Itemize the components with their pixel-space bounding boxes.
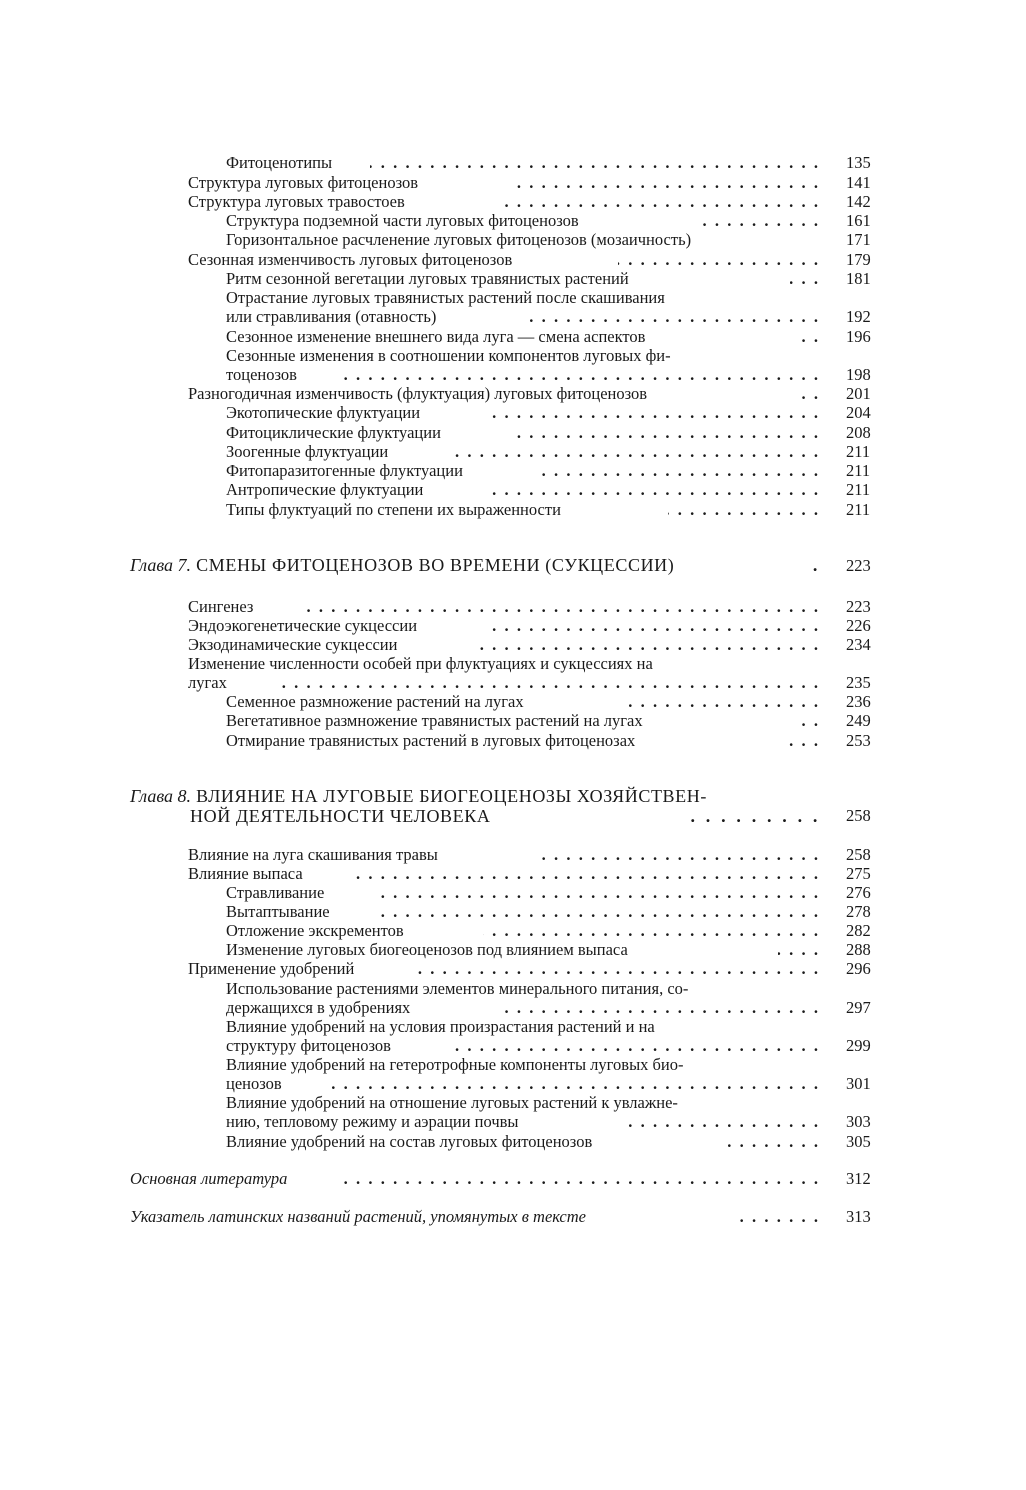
page-number: 249 <box>846 711 871 730</box>
dot-leader <box>498 998 818 1017</box>
toc-entry[interactable] <box>226 461 818 480</box>
page-number: 211 <box>846 442 871 461</box>
chapter-prefix: Глава 7. <box>130 555 192 575</box>
page-number: 313 <box>846 1207 871 1226</box>
page-number: 208 <box>846 423 871 442</box>
toc-entry[interactable] <box>226 1036 818 1055</box>
page-number: 196 <box>846 327 871 346</box>
toc-entry-title: Сингенез <box>188 597 254 616</box>
toc-entry[interactable] <box>188 616 818 635</box>
dot-leader <box>483 921 818 940</box>
dot-leader <box>373 883 818 902</box>
toc-entry[interactable] <box>226 423 818 442</box>
toc-entry-title: Разногодичная изменчивость (флуктуация) луговых фитоценозов <box>188 384 648 403</box>
dot-leader <box>496 192 818 211</box>
toc-entry[interactable] <box>226 500 818 519</box>
dot-leader <box>348 864 818 883</box>
toc-entry-title: Влияние удобрений на условия произрастания растений и на <box>226 1017 655 1036</box>
toc-entry[interactable] <box>226 307 818 326</box>
dot-leader <box>528 307 818 326</box>
page-number: 282 <box>846 921 871 940</box>
toc-entry-title: Влияние выпаса <box>188 864 303 883</box>
toc-entry[interactable] <box>226 902 818 921</box>
toc-entry-title: Применение удобрений <box>188 959 355 978</box>
toc-entry-title: Изменение луговых биогеоценозов под влиянием выпаса <box>226 940 628 959</box>
toc-entry[interactable] <box>188 673 818 692</box>
toc-entry[interactable] <box>226 288 818 307</box>
references-entry[interactable] <box>130 1169 818 1188</box>
page-number: 303 <box>846 1112 871 1131</box>
page-number: 142 <box>846 192 871 211</box>
dot-leader <box>488 403 818 422</box>
chapter-prefix: Глава 8. <box>130 786 192 806</box>
dot-leader <box>418 959 818 978</box>
dot-leader <box>370 153 818 172</box>
toc-entry-title: Использование растениями элементов минерального питания, со- <box>226 979 689 998</box>
dot-leader <box>448 1036 818 1055</box>
toc-entry[interactable] <box>188 864 818 883</box>
page-number: 299 <box>846 1036 871 1055</box>
dot-leader <box>486 616 818 635</box>
page-number: 198 <box>846 365 871 384</box>
dot-leader <box>778 940 818 959</box>
toc-entry[interactable] <box>226 365 818 384</box>
page-number: 235 <box>846 673 871 692</box>
toc-entry[interactable] <box>226 1074 818 1093</box>
toc-entry-title: Изменение численности особей при флуктуациях и сукцессиях на <box>188 654 653 673</box>
page-number: 312 <box>846 1169 871 1188</box>
toc-entry-title: Вегетативное размножение травянистых растений на лугах <box>226 711 643 730</box>
toc-entry-title: Структура луговых фитоценозов <box>188 173 419 192</box>
toc-entry[interactable] <box>226 1093 818 1112</box>
dot-leader <box>488 480 818 499</box>
toc-entry-title: Отмирание травянистых растений в луговых фитоценозах <box>226 731 636 750</box>
dot-leader <box>473 635 818 654</box>
toc-entry-title: Ритм сезонной вегетации луговых травянистых растений <box>226 269 629 288</box>
page-number: 226 <box>846 616 871 635</box>
toc-entry[interactable] <box>226 442 818 461</box>
page-number: 141 <box>846 173 871 192</box>
toc-entry[interactable] <box>226 979 818 998</box>
toc-entry-title: Горизонтальное расчленение луговых фитоценозов (мозаичность) <box>226 230 692 249</box>
toc-entry-title: Структура подземной части луговых фитоценозов <box>226 211 579 230</box>
toc-entry-title: Вытаптывание <box>226 902 330 921</box>
page-number: 275 <box>846 864 871 883</box>
toc-entry-title: держащихся в удобрениях <box>226 998 411 1017</box>
toc-entry-title: Сезонные изменения в соотношении компонентов луговых фи- <box>226 346 671 365</box>
dot-leader <box>373 902 818 921</box>
toc-entry-title: Влияние удобрений на отношение луговых растений к увлажне- <box>226 1093 678 1112</box>
toc-entry-title: Экзодинамические сукцессии <box>188 635 398 654</box>
page-number: 135 <box>846 153 871 172</box>
toc-entry[interactable] <box>188 654 818 673</box>
page-number: 211 <box>846 461 871 480</box>
chapter-heading[interactable] <box>130 785 818 807</box>
toc-entry[interactable] <box>226 1112 818 1131</box>
toc-entry-title: Стравливание <box>226 883 325 902</box>
toc-entry-title: Структура луговых травостоев <box>188 192 405 211</box>
toc-entry-title: ценозов <box>226 1074 282 1093</box>
page-number: 211 <box>846 480 871 499</box>
dot-leader <box>798 327 818 346</box>
toc-entry-title: тоценозов <box>226 365 297 384</box>
page-number: 223 <box>846 556 871 575</box>
chapter-heading[interactable] <box>130 554 818 576</box>
toc-entry-title: лугах <box>188 673 227 692</box>
dot-leader <box>618 250 818 269</box>
toc-entry-title: Зоогенные флуктуации <box>226 442 389 461</box>
toc-entry-title: Влияние удобрений на состав луговых фитоценозов <box>226 1132 593 1151</box>
page-number: 288 <box>846 940 871 959</box>
dot-leader <box>790 269 818 288</box>
toc-entry[interactable] <box>226 346 818 365</box>
dot-leader <box>338 1169 818 1188</box>
index-entry[interactable] <box>130 1207 818 1226</box>
dot-leader <box>338 365 818 384</box>
toc-entry[interactable] <box>226 480 818 499</box>
toc-entry[interactable] <box>226 731 818 750</box>
toc-entry[interactable] <box>226 211 818 230</box>
toc-entry-title: Сезонное изменение внешнего вида луга — смена аспектов <box>226 327 646 346</box>
toc-entry[interactable] <box>226 230 818 249</box>
chapter-title: ВЛИЯНИЕ НА ЛУГОВЫЕ БИОГЕОЦЕНОЗЫ ХОЗЯЙСТВЕН- <box>196 786 707 806</box>
page-number: 171 <box>846 230 871 249</box>
toc-entry-title: Влияние на луга скашивания травы <box>188 845 438 864</box>
page-number: 278 <box>846 902 871 921</box>
page-number: 258 <box>846 845 871 864</box>
toc-entry[interactable] <box>188 173 818 192</box>
toc-entry[interactable] <box>226 1132 818 1151</box>
page-number: 296 <box>846 959 871 978</box>
toc-entry[interactable] <box>188 959 818 978</box>
dot-leader <box>508 423 818 442</box>
toc-entry[interactable] <box>226 711 818 730</box>
toc-entry[interactable] <box>188 845 818 864</box>
toc-entry-title: или стравливания (отавность) <box>226 307 437 326</box>
page-number: 236 <box>846 692 871 711</box>
page-number: 297 <box>846 998 871 1017</box>
dot-leader <box>698 211 818 230</box>
page-number: 181 <box>846 269 871 288</box>
dot-leader <box>628 1112 818 1131</box>
dot-leader <box>668 500 818 519</box>
dot-leader <box>538 461 818 480</box>
dot-leader: . . . . . . . . . <box>690 806 818 826</box>
page-number: 204 <box>846 403 871 422</box>
toc-entry[interactable] <box>226 403 818 422</box>
dot-leader <box>270 673 818 692</box>
toc-entry-title: Фитоценотипы <box>226 153 333 172</box>
toc-entry-title: Антропические флуктуации <box>226 480 424 499</box>
toc-entry[interactable] <box>226 940 818 959</box>
toc-entry[interactable] <box>226 998 818 1017</box>
toc-entry-title: Влияние удобрений на гетеротрофные компоненты луговых био- <box>226 1055 684 1074</box>
toc-entry[interactable] <box>188 250 818 269</box>
dot-leader: . <box>812 555 818 575</box>
dot-leader <box>728 1132 818 1151</box>
dot-leader <box>508 173 818 192</box>
dot-leader <box>298 597 818 616</box>
dot-leader <box>798 711 818 730</box>
chapter-heading-continued[interactable] <box>190 805 818 827</box>
dot-leader <box>733 1207 818 1226</box>
toc-entry[interactable] <box>188 384 818 403</box>
toc-entry[interactable] <box>226 1055 818 1074</box>
toc-entry-title: Отрастание луговых травянистых растений после скашивания <box>226 288 665 307</box>
toc-entry-title: Отложение экскрементов <box>226 921 404 940</box>
toc-entry-title: Экотопические флуктуации <box>226 403 421 422</box>
page-number: 192 <box>846 307 871 326</box>
dot-leader <box>784 731 818 750</box>
toc-entry[interactable] <box>226 883 818 902</box>
page-number: 234 <box>846 635 871 654</box>
toc-entry-title: Указатель латинских названий растений, упомянутых в тексте <box>130 1207 586 1226</box>
toc-entry-title: Эндоэкогенетические сукцессии <box>188 616 418 635</box>
toc-entry[interactable] <box>188 635 818 654</box>
dot-leader <box>628 692 818 711</box>
toc-entry-title: нию, тепловому режиму и аэрации почвы <box>226 1112 519 1131</box>
toc-entry[interactable] <box>188 597 818 616</box>
dot-leader <box>798 384 818 403</box>
page-number: 253 <box>846 731 871 750</box>
toc-entry[interactable] <box>188 192 818 211</box>
page-number: 276 <box>846 883 871 902</box>
page-number: 179 <box>846 250 871 269</box>
toc-entry-title: Фитопаразитогенные флуктуации <box>226 461 463 480</box>
toc-entry-title: Типы флуктуаций по степени их выраженности <box>226 500 561 519</box>
page-number: 201 <box>846 384 871 403</box>
page-number: 211 <box>846 500 871 519</box>
toc-entry-title: Основная литература <box>130 1169 288 1188</box>
page-number: 301 <box>846 1074 871 1093</box>
page-number: 223 <box>846 597 871 616</box>
page-number: 258 <box>846 806 871 825</box>
toc-entry[interactable] <box>226 153 818 172</box>
toc-entry-title: Сезонная изменчивость луговых фитоценозов <box>188 250 513 269</box>
toc-entry-title: структуру фитоценозов <box>226 1036 391 1055</box>
toc-entry[interactable] <box>226 1017 818 1036</box>
toc-entry[interactable] <box>226 692 818 711</box>
dot-leader <box>448 442 818 461</box>
toc-entry[interactable] <box>226 269 818 288</box>
dot-leader <box>328 1074 818 1093</box>
page-number: 305 <box>846 1132 871 1151</box>
toc-entry[interactable] <box>226 327 818 346</box>
toc-entry[interactable] <box>226 921 818 940</box>
page-number: 161 <box>846 211 871 230</box>
toc-entry-title: Фитоциклические флуктуации <box>226 423 441 442</box>
chapter-title: СМЕНЫ ФИТОЦЕНОЗОВ ВО ВРЕМЕНИ (СУКЦЕССИИ) <box>196 555 675 575</box>
toc-entry-title: Семенное размножение растений на лугах <box>226 692 524 711</box>
chapter-title: НОЙ ДЕЯТЕЛЬНОСТИ ЧЕЛОВЕКА <box>190 806 491 826</box>
dot-leader <box>533 845 818 864</box>
